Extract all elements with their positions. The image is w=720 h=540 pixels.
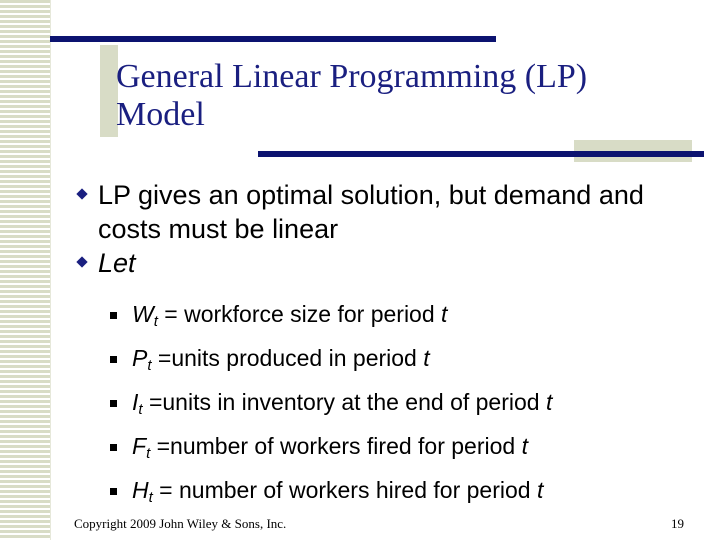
slide-title [116,58,706,134]
subscript: t [147,357,152,374]
definition-text: = workforce size for period [157,301,442,327]
variable: I [132,389,139,415]
definition-tail: t [441,301,448,327]
definition-tail: t [521,433,528,459]
decorative-stripe [0,0,51,540]
subscript: t [148,489,153,506]
diamond-bullet-icon [76,256,87,267]
definition-tail: t [423,345,430,371]
definition-tail: t [536,477,544,503]
definition-tail: t [545,389,553,415]
square-bullet-icon [110,400,117,407]
title-line-2: Model [116,96,205,133]
page-number: 19 [671,516,684,531]
title-line-1: General Linear Programming (LP) [116,58,588,95]
definition-item [108,472,708,516]
bullet-text: LP gives an optimal solution, but demand and costs must be linear [98,180,644,244]
subscript: t [153,313,158,330]
bullet-item [76,178,706,246]
bullet-text: Let [98,248,136,278]
variable: W [132,301,154,327]
variable: H [132,477,149,503]
definition-item [108,384,708,428]
square-bullet-icon [110,312,117,319]
title-top-rule [50,36,496,42]
definition-text: =number of workers fired for period [150,433,522,459]
variable: P [132,345,148,371]
definition-list [108,296,708,516]
square-bullet-icon [110,444,117,451]
subscript: t [146,445,151,462]
definition-text: = number of workers hired for period [152,477,537,503]
bullet-list [76,178,706,280]
definition-text: =units in inventory at the end of period [142,389,546,415]
square-bullet-icon [110,356,117,363]
title-bottom-rule [258,151,704,157]
definition-text: =units produced in period [151,345,424,371]
definition-item [108,296,708,340]
definition-item [108,428,708,472]
copyright-footer: Copyright 2009 John Wiley & Sons, Inc. [74,516,287,531]
subscript: t [138,401,143,418]
definition-item [108,340,708,384]
diamond-bullet-icon [76,188,87,199]
variable: F [132,433,147,459]
square-bullet-icon [110,488,117,495]
bullet-item [76,246,706,280]
